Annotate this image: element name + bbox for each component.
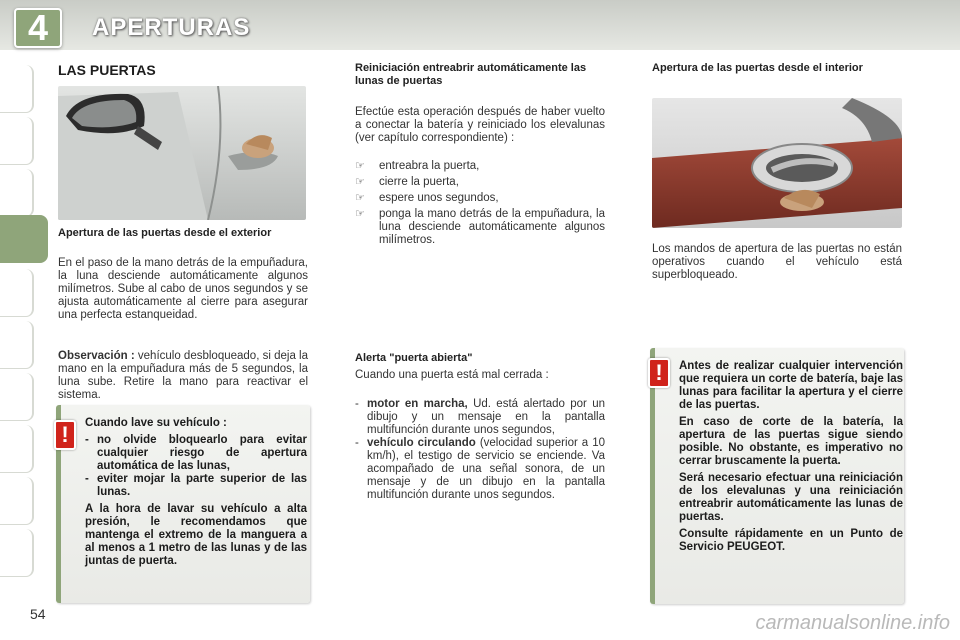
list-item: ☞ ponga la mano detrás de la empuñadura, la luna desciende automáticamente algunos milímetros. [355, 208, 605, 246]
chapter-number: 4 [14, 8, 62, 48]
note-label: Observación : [58, 350, 135, 362]
door-alert-list [355, 398, 605, 502]
washing-warning-closing: A la hora de lavar su vehículo a alta presión, le recomendamos que mantenga el extremo de la manguera a al menos a 1 metro de las lunas y de las juntas de puerta. [85, 503, 307, 567]
watermark: carmanualsonline.info [755, 612, 950, 634]
battery-warning-box [650, 348, 904, 604]
interior-opening-title: Apertura de las puertas desde el interior [652, 62, 863, 74]
reinit-steps [355, 160, 605, 250]
battery-warning-p3: Será necesario efectuar una reiniciación de los elevalunas y una reiniciación entreabrir automáticamente las lunas de puertas. [679, 472, 903, 523]
note-paragraph [58, 350, 308, 402]
side-tab-2[interactable] [0, 117, 34, 165]
exterior-opening-title: Apertura de las puertas desde el exterior [58, 227, 272, 239]
list-item: - motor en marcha, Ud. está alertado por un dibujo y un mensaje en la pantalla multifunción durante unos segundos, [355, 398, 605, 436]
pointing-hand-icon: ☞ [355, 160, 365, 172]
note-text: vehículo desbloqueado, si deja la mano en la empuñadura más de 5 segundos, la luna sube. Retire la mano para reactivar el sistema. [58, 350, 308, 401]
side-tab-9[interactable] [0, 477, 34, 525]
pointing-hand-icon: ☞ [355, 176, 365, 188]
side-tab-1[interactable] [0, 65, 34, 113]
chapter-side-tabs [0, 65, 34, 585]
list-item: - vehículo circulando (velocidad superior a 10 km/h), el testigo de servicio se enciende. Va acompañado de una señal sonora, de un mensaje y de un dibujo en la pantalla multifunción durante unos segundos. [355, 437, 605, 501]
side-tab-6[interactable] [0, 321, 34, 369]
side-tab-5[interactable] [0, 269, 34, 317]
pointing-hand-icon: ☞ [355, 208, 365, 220]
interior-opening-text: Los mandos de apertura de las puertas no están operativos cuando el vehículo está superbloqueado. [652, 243, 902, 281]
warning-exclamation-icon: ! [648, 358, 670, 388]
side-tab-7[interactable] [0, 373, 34, 421]
washing-warning-title: Cuando lave su vehículo : [85, 417, 227, 429]
exterior-opening-text: En el paso de la mano detrás de la empuñadura, la luna desciende automáticamente algunos milímetros. Sube al cabo de unos segundos y se ajusta automáticamente al cierre para asegurar una perfecta estanqueidad. [58, 257, 308, 321]
list-item: ☞ entreabra la puerta, [355, 160, 480, 172]
battery-warning-p2: En caso de corte de la batería, la apertura de las puertas sigue siendo posible. No obstante, es imperativo no cerrar bruscamente la puerta. [679, 416, 903, 467]
pointing-hand-icon: ☞ [355, 192, 365, 204]
warning-exclamation-icon: ! [54, 420, 76, 450]
interior-handle-image [652, 98, 902, 228]
reinit-title: Reiniciación entreabrir automáticamente las lunas de puertas [355, 62, 587, 87]
section-title: LAS PUERTAS [58, 62, 156, 78]
exterior-handle-image [58, 86, 306, 220]
list-item: ☞ cierre la puerta, [355, 176, 459, 188]
page-number: 54 [30, 606, 46, 622]
side-tab-active[interactable] [0, 215, 48, 263]
door-alert-title: Alerta "puerta abierta" [355, 352, 473, 364]
side-tab-10[interactable] [0, 529, 34, 577]
battery-warning-p1: Antes de realizar cualquier intervención que requiera un corte de batería, baje las lunas para facilitar la apertura y el cierre de las puertas. [679, 360, 903, 411]
door-alert-text: Cuando una puerta está mal cerrada : [355, 369, 549, 381]
washing-warning-item: - no olvide bloquearlo para evitar cualquier riesgo de apertura automática de las lunas, [85, 434, 307, 472]
reinit-text: Efectúe esta operación después de haber vuelto a conectar la batería y reiniciado los elevalunas (ver capítulo correspondiente) : [355, 106, 605, 144]
washing-warning-box [56, 405, 310, 603]
side-tab-3[interactable] [0, 169, 34, 217]
list-item: ☞ espere unos segundos, [355, 192, 499, 204]
page-title: APERTURAS [92, 14, 251, 41]
side-tab-8[interactable] [0, 425, 34, 473]
battery-warning-p4: Consulte rápidamente en un Punto de Servicio PEUGEOT. [679, 528, 903, 553]
washing-warning-item: - eviter mojar la parte superior de las lunas. [85, 473, 307, 498]
